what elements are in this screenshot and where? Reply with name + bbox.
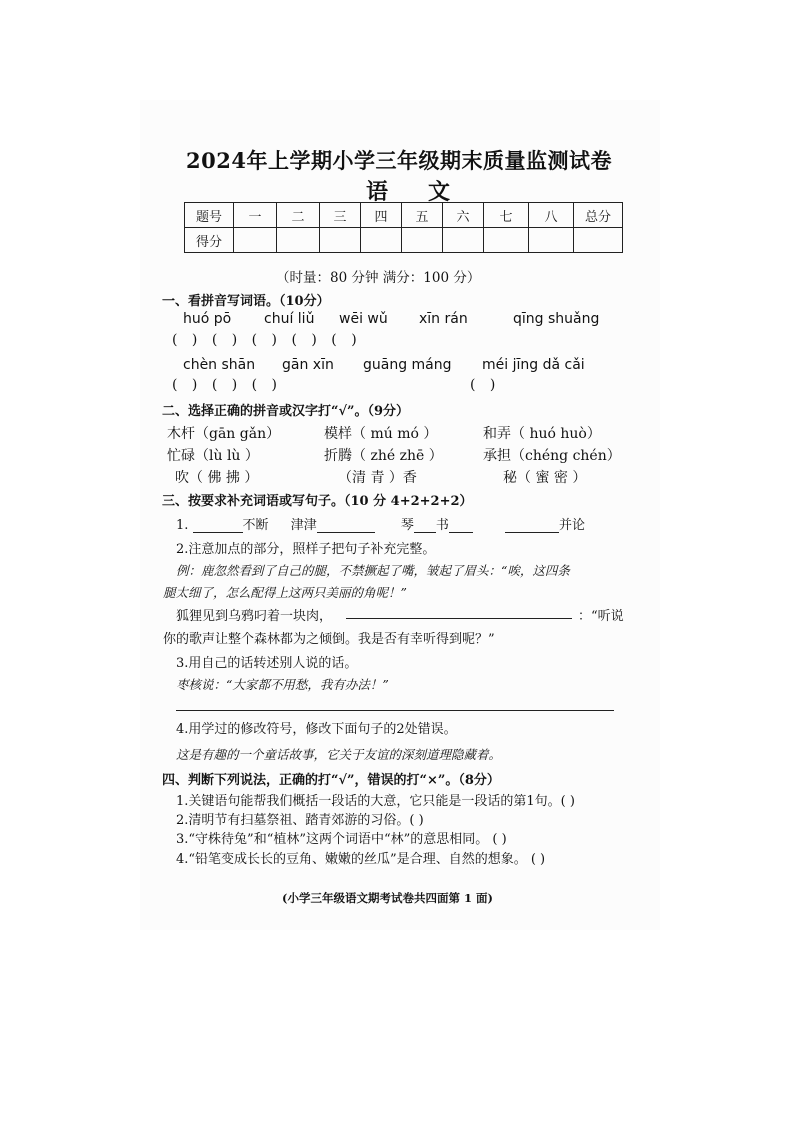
score-table-header-row bbox=[185, 203, 623, 228]
judge-item[interactable]: 3.“守株待兔”和“植林”这两个词语中“林”的意思相同。 ( ) bbox=[176, 832, 507, 847]
q2-task-end: ：“听说 bbox=[578, 609, 624, 624]
section2-title: 二、选择正确的拼音或汉字打“√”。（9分） bbox=[162, 404, 410, 419]
judge-item[interactable]: 4.“铅笔变成长长的豆角、嫩嫩的丝瓜”是合理、自然的想象。 ( ) bbox=[176, 852, 546, 867]
score-entry-cell[interactable] bbox=[320, 228, 361, 253]
pinyin-item: guāng máng bbox=[363, 357, 452, 373]
table-cell: 八 bbox=[529, 203, 574, 228]
table-cell: 七 bbox=[484, 203, 529, 228]
q3-instruction: 3.用自己的话转述别人说的话。 bbox=[176, 656, 358, 671]
pinyin-item: chuí liǔ bbox=[264, 311, 315, 327]
choice-item[interactable]: （清 青 ）香 bbox=[338, 470, 417, 486]
score-entry-cell[interactable] bbox=[402, 228, 443, 253]
score-entry-cell[interactable] bbox=[361, 228, 402, 253]
answer-brackets[interactable]: ( ) bbox=[470, 377, 496, 393]
table-cell: 二 bbox=[277, 203, 320, 228]
section3-title: 三、按要求补充词语或写句子。（10 分 4+2+2+2） bbox=[162, 494, 473, 509]
score-entry-cell[interactable] bbox=[443, 228, 484, 253]
blank-field[interactable] bbox=[414, 518, 436, 533]
exam-info: （时量：80 分钟 满分：100 分） bbox=[276, 270, 481, 286]
table-cell: 六 bbox=[443, 203, 484, 228]
word-fragment: 书 bbox=[435, 518, 449, 533]
pinyin-item: chèn shān bbox=[183, 357, 256, 373]
answer-line[interactable] bbox=[346, 618, 572, 619]
choice-item[interactable]: 木杆（gān gǎn） bbox=[167, 426, 281, 442]
q2-task-line2: 你的歌声让整个森林都为之倾倒。我是否有幸听得到呢？” bbox=[163, 632, 495, 647]
answer-brackets[interactable]: ( ) ( ) ( ) bbox=[172, 377, 278, 393]
choice-item[interactable]: 吹（ 佛 拂 ） bbox=[175, 470, 259, 486]
score-table bbox=[184, 202, 623, 253]
choice-item[interactable]: 忙碌（lù lù ） bbox=[167, 448, 259, 464]
question-number: 1. bbox=[176, 518, 189, 533]
blank-field[interactable] bbox=[449, 518, 473, 533]
pinyin-item: wēi wǔ bbox=[339, 311, 388, 327]
table-cell: 得分 bbox=[185, 228, 234, 253]
subject-char-1: 语 bbox=[366, 179, 389, 205]
q2-task-start: 狐狸见到乌鸦叼着一块肉， bbox=[176, 609, 333, 624]
table-cell: 总分 bbox=[574, 203, 623, 228]
q4-instruction: 4.用学过的修改符号，修改下面句子的2处错误。 bbox=[176, 722, 457, 737]
section1-title: 一、看拼音写词语。（10分） bbox=[162, 294, 330, 309]
exam-title: 2024年上学期小学三年级期末质量监测试卷 bbox=[186, 148, 612, 173]
subject-char-2: 文 bbox=[428, 179, 451, 205]
score-entry-cell[interactable] bbox=[277, 228, 320, 253]
word-fragment: 津津 bbox=[290, 518, 317, 533]
choice-item[interactable]: 折腾（ zhé zhē ） bbox=[324, 448, 443, 464]
choice-item[interactable]: 秘（ 蜜 密 ） bbox=[503, 470, 587, 486]
answer-line[interactable] bbox=[176, 710, 614, 711]
table-cell: 三 bbox=[320, 203, 361, 228]
score-entry-cell[interactable] bbox=[234, 228, 277, 253]
q1-fill-blanks bbox=[176, 514, 585, 533]
table-cell: 四 bbox=[361, 203, 402, 228]
choice-item[interactable]: 模样（ mú mó ） bbox=[324, 426, 438, 442]
word-fragment: 琴 bbox=[400, 518, 414, 533]
pinyin-item: méi jīng dǎ cǎi bbox=[482, 357, 585, 373]
judge-item[interactable]: 1.关键语句能帮我们概括一段话的大意，它只能是一段话的第1句。( ) bbox=[176, 794, 575, 809]
table-cell: 题号 bbox=[185, 203, 234, 228]
score-entry-cell[interactable] bbox=[529, 228, 574, 253]
word-fragment: 并论 bbox=[559, 518, 586, 533]
word-fragment: 不断 bbox=[242, 518, 269, 533]
pinyin-item: qīng shuǎng bbox=[513, 311, 600, 327]
score-table-score-row bbox=[185, 228, 623, 253]
score-entry-cell[interactable] bbox=[484, 228, 529, 253]
q2-example-line: 腿太细了，怎么配得上这两只美丽的角呢！” bbox=[163, 585, 407, 600]
blank-field[interactable] bbox=[317, 518, 375, 533]
q3-quote: 枣核说：“大家都不用愁，我有办法！” bbox=[176, 677, 389, 692]
pinyin-item: huó pō bbox=[183, 311, 232, 327]
judge-item[interactable]: 2.清明节有扫墓祭祖、踏青郊游的习俗。( ) bbox=[176, 813, 424, 828]
answer-brackets[interactable]: ( ) ( ) ( ) ( ) ( ) bbox=[172, 332, 357, 348]
choice-item[interactable]: 承担（chéng chén） bbox=[483, 448, 621, 464]
q2-instruction: 2.注意加点的部分，照样子把句子补充完整。 bbox=[176, 542, 436, 557]
page-footer: (小学三年级语文期考试卷共四面第 1 面) bbox=[282, 891, 493, 905]
table-cell: 五 bbox=[402, 203, 443, 228]
q4-sentence: 这是有趣的一个童话故事，它关于友谊的深刻道理隐藏着。 bbox=[176, 747, 502, 762]
blank-field[interactable] bbox=[505, 518, 559, 533]
table-cell: 一 bbox=[234, 203, 277, 228]
q2-example-line: 例：鹿忽然看到了自己的腿，不禁撅起了嘴，皱起了眉头：“唉，这四条 bbox=[176, 563, 570, 578]
pinyin-item: gān xīn bbox=[282, 357, 334, 373]
blank-field[interactable] bbox=[193, 518, 243, 533]
score-entry-cell[interactable] bbox=[574, 228, 623, 253]
choice-item[interactable]: 和弄（ huó huò） bbox=[483, 426, 601, 442]
section4-title: 四、判断下列说法，正确的打“√”，错误的打“×”。（8分） bbox=[162, 773, 500, 788]
pinyin-item: xīn rán bbox=[419, 311, 468, 327]
